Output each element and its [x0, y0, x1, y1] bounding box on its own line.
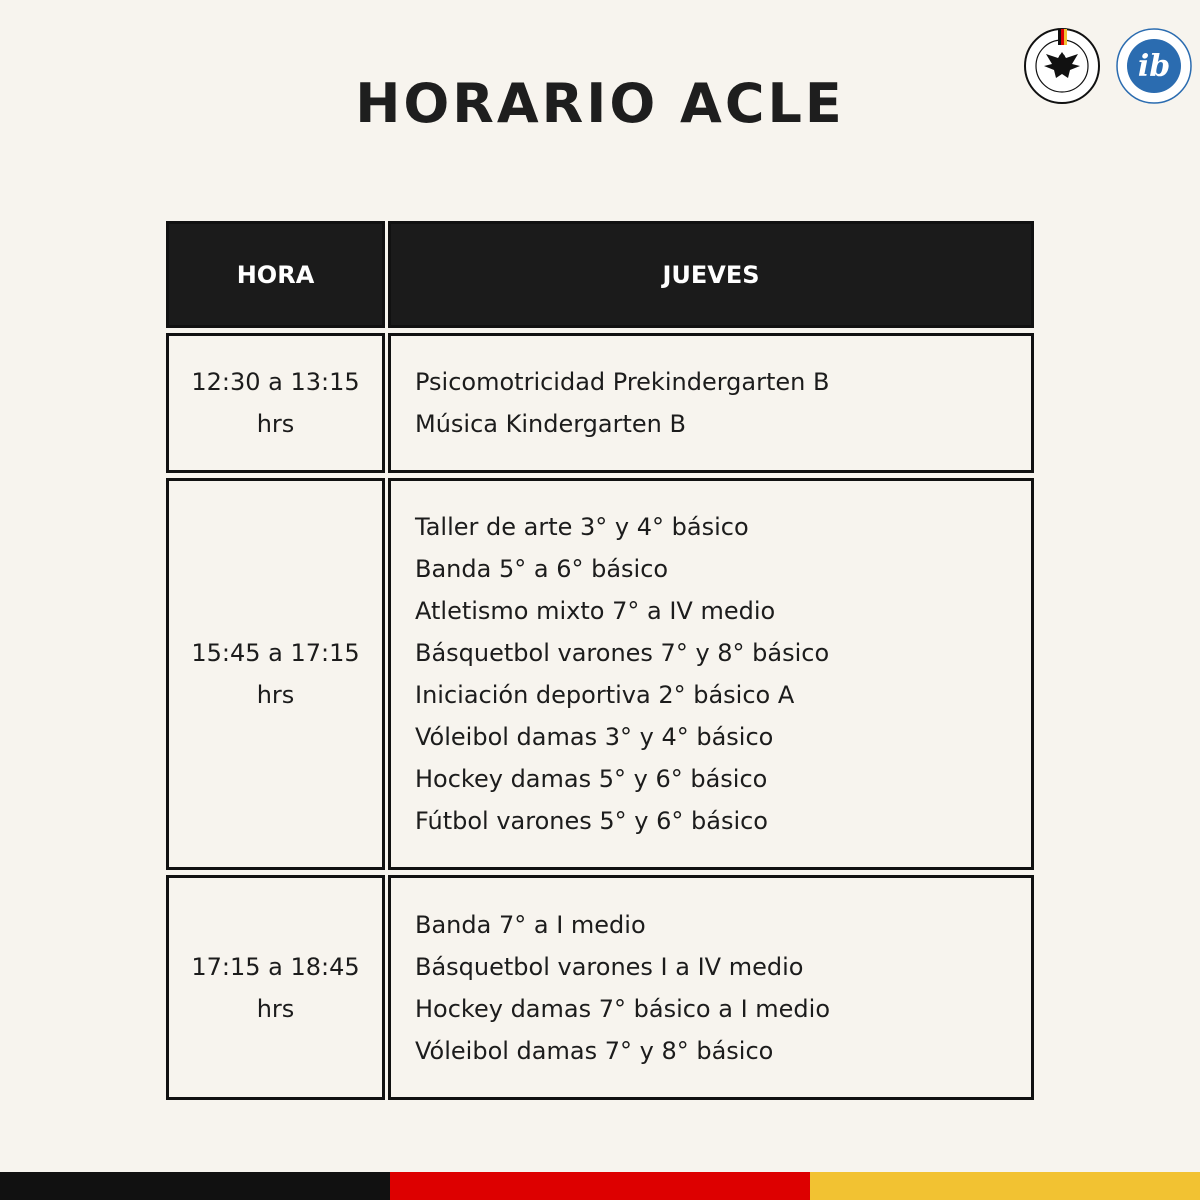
activity-item: Banda 5° a 6° básico — [415, 555, 669, 583]
activity-item: Vóleibol damas 3° y 4° básico — [415, 723, 774, 751]
activity-item: Básquetbol varones I a IV medio — [415, 952, 804, 981]
activity-item: Música Kindergarten B — [415, 410, 686, 438]
time-label: 15:45 a 17:15 hrs — [191, 639, 360, 709]
activity-item: Psicomotricidad Prekindergarten B — [415, 368, 830, 396]
activity-item: Fútbol varones 5° y 6° básico — [415, 807, 768, 835]
stripe-black — [0, 1172, 390, 1200]
time-label: 17:15 a 18:45 hrs — [191, 952, 360, 1023]
activity-item: Hockey damas 5° y 6° básico — [415, 765, 768, 793]
table-row-activities — [388, 875, 1034, 1100]
activity-item: Básquetbol varones 7° y 8° básico — [415, 639, 830, 667]
table-row-activities — [388, 478, 1034, 870]
activity-item: Taller de arte 3° y 4° básico — [415, 513, 749, 541]
deutsche-schule-crest-icon — [1022, 26, 1102, 106]
header-day-label: JUEVES — [662, 260, 760, 289]
page-title: HORARIO ACLE — [355, 72, 845, 135]
activity-item: Hockey damas 7° básico a I medio — [415, 994, 831, 1023]
time-label: 12:30 a 13:15 hrs — [191, 368, 360, 438]
activity-item: Atletismo mixto 7° a IV medio — [415, 597, 776, 625]
table-row-activities — [388, 333, 1034, 473]
ib-mark: ib — [1137, 49, 1171, 84]
table-row-time — [166, 333, 385, 473]
header-day — [388, 221, 1034, 328]
activity-item: Vóleibol damas 7° y 8° básico — [415, 1036, 774, 1065]
stripe-red — [390, 1172, 810, 1200]
logos — [1022, 26, 1194, 106]
table-row-time — [166, 478, 385, 870]
activity-item: Iniciación deportiva 2° básico A — [415, 681, 795, 709]
stripe-gold — [810, 1172, 1200, 1200]
header-hora-label: HORA — [236, 260, 315, 289]
activity-item: Banda 7° a I medio — [415, 910, 646, 939]
header-hora — [166, 221, 385, 328]
table-row-time — [166, 875, 385, 1100]
ib-candidacy-icon — [1114, 26, 1194, 106]
